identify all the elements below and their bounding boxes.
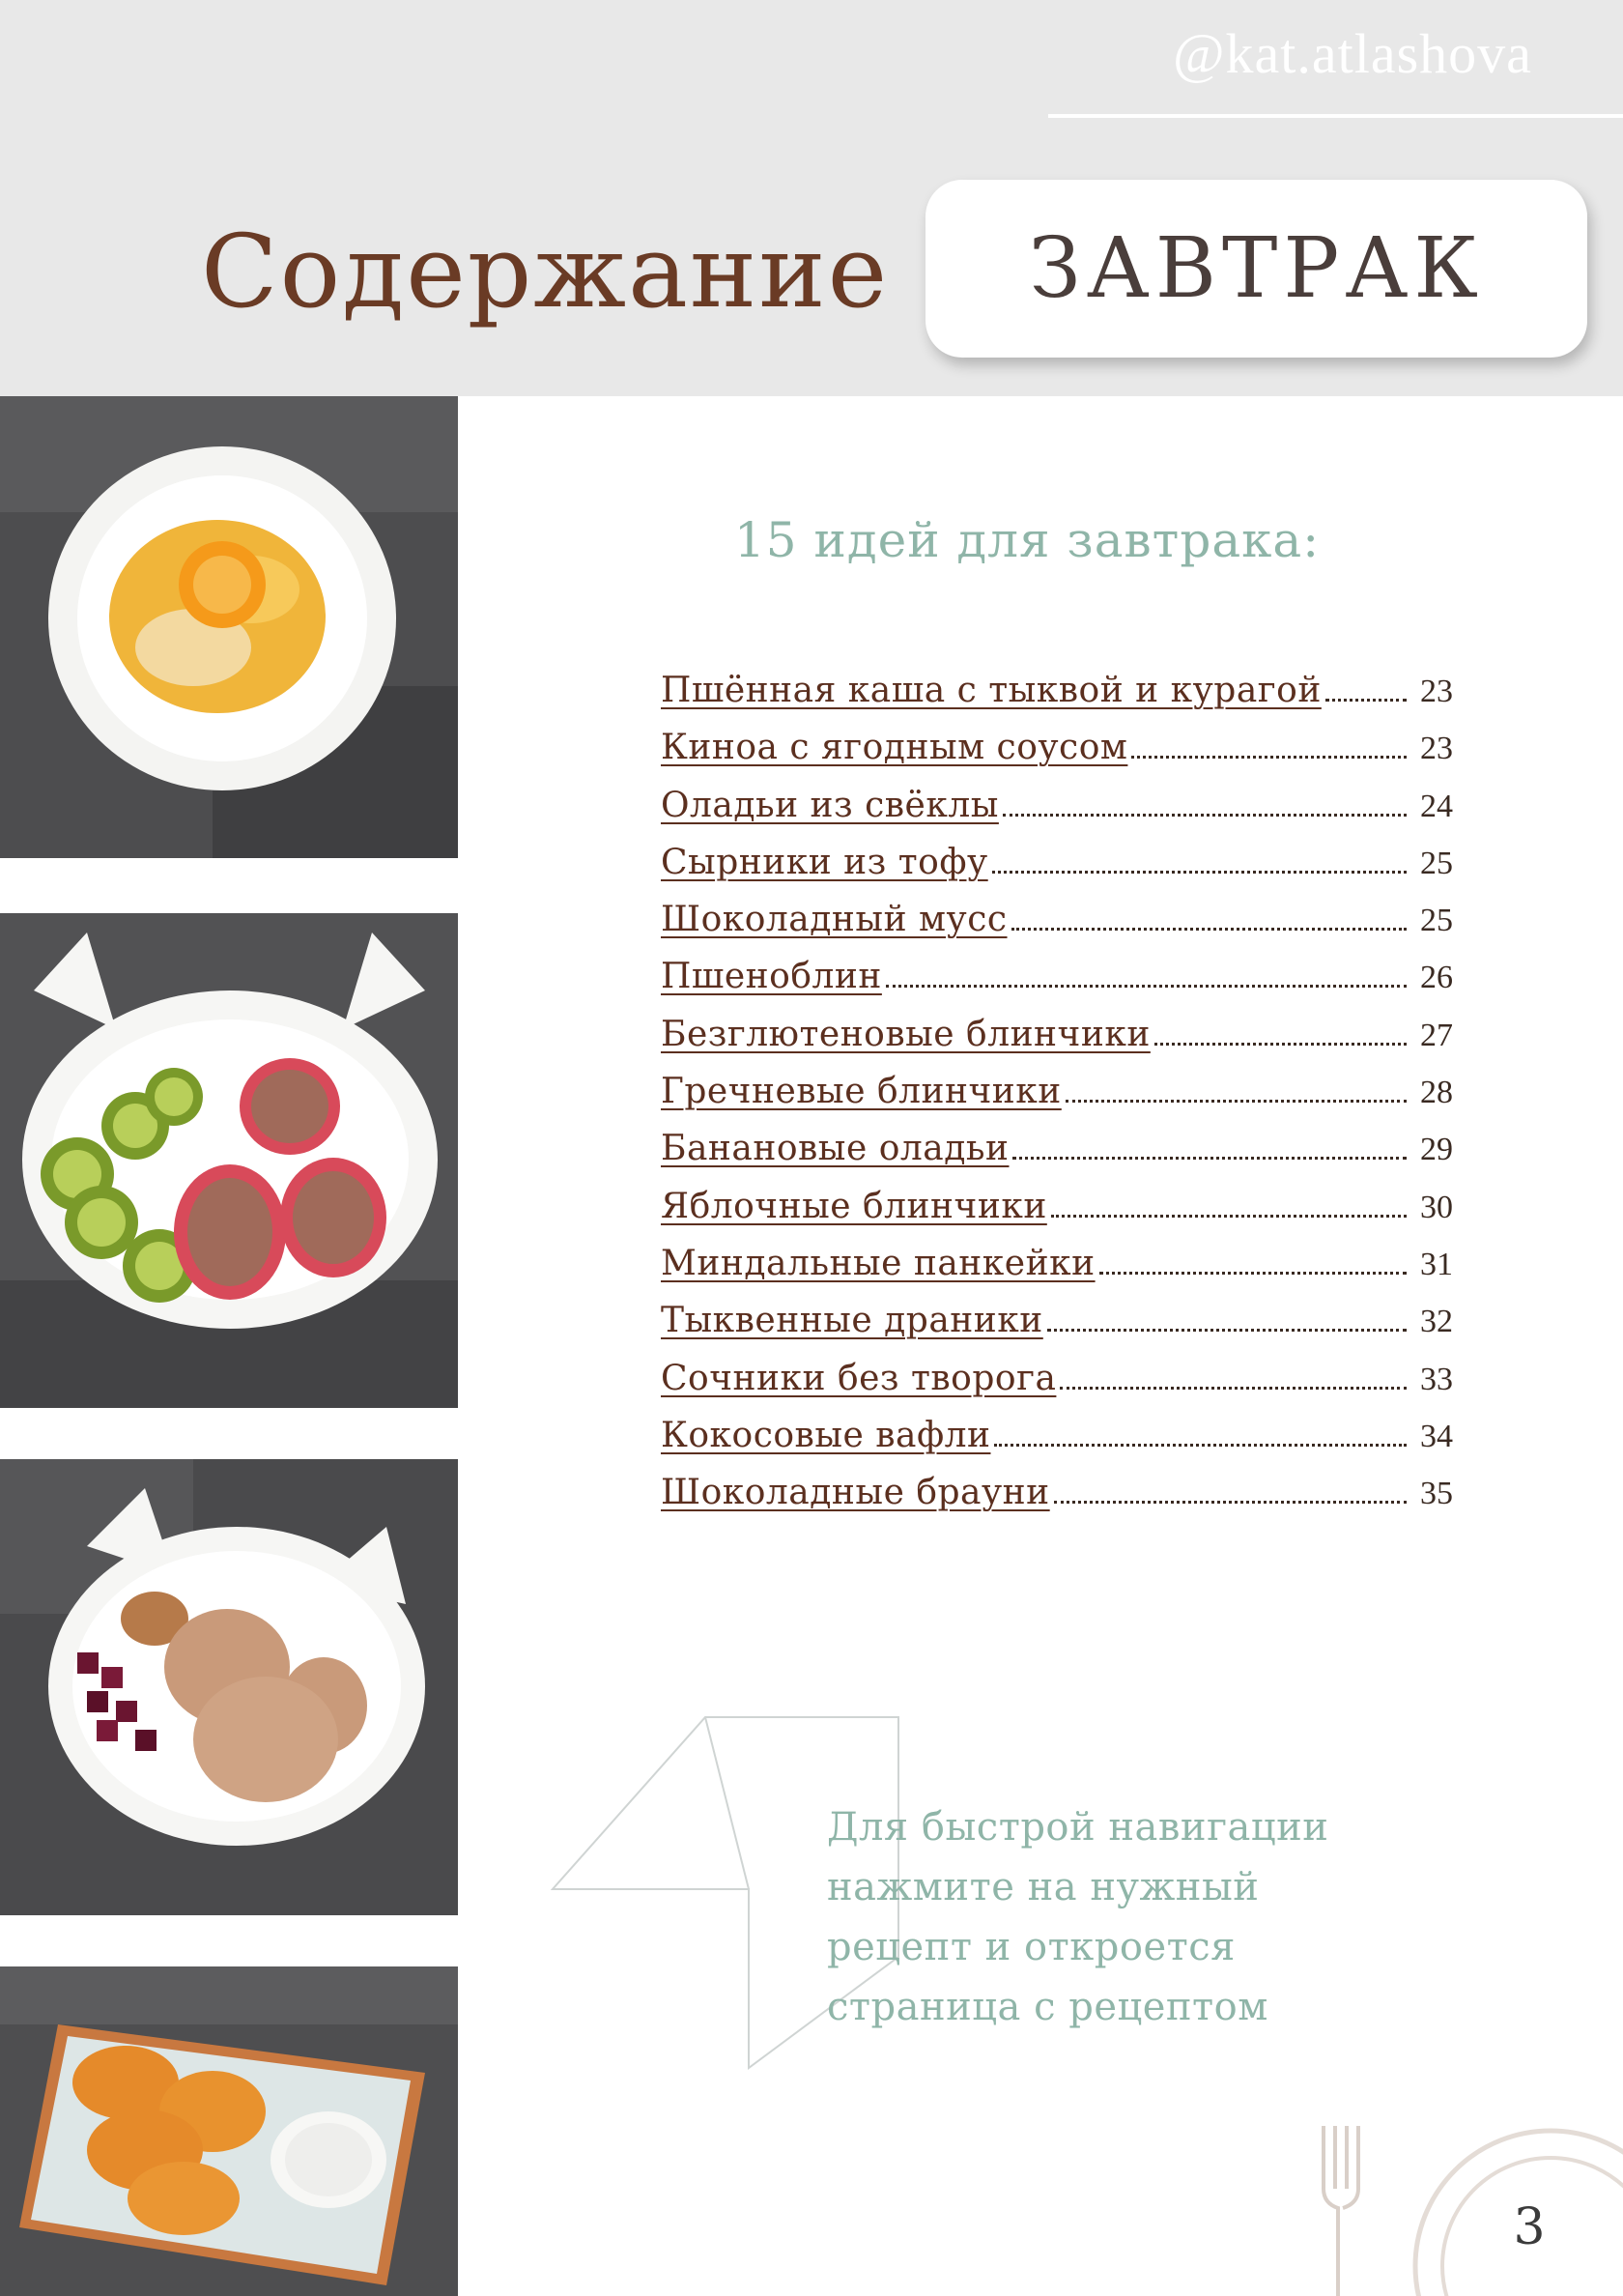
dot-leader	[1054, 1501, 1407, 1504]
toc-item-label[interactable]: Сочники без творога	[661, 1358, 1057, 1398]
toc-item[interactable]	[661, 1015, 1453, 1072]
toc-item[interactable]	[661, 1359, 1453, 1416]
toc-item-label[interactable]: Пшеноблин	[661, 957, 882, 997]
toc-item[interactable]	[661, 671, 1453, 728]
dot-leader	[1003, 814, 1407, 817]
toc-item-label[interactable]: Оладьи из свёклы	[661, 785, 999, 825]
toc-item-label[interactable]: Яблочные блинчики	[661, 1186, 1047, 1226]
toc-item-page: 30	[1420, 1189, 1453, 1225]
toc-item[interactable]	[661, 1416, 1453, 1473]
toc-item-page: 26	[1420, 960, 1453, 996]
handle-underline	[1048, 114, 1623, 118]
dot-leader	[886, 985, 1407, 988]
dot-leader	[1051, 1215, 1407, 1218]
beet-pancakes-kiwi-photo	[0, 913, 458, 1408]
toc-item-page: 27	[1420, 1017, 1453, 1053]
toc-item-page: 28	[1420, 1075, 1453, 1111]
toc-item-label[interactable]: Киноа с ягодным соусом	[661, 728, 1128, 768]
toc-item[interactable]	[661, 1301, 1453, 1358]
hint-line: страница с рецептом	[827, 1985, 1268, 2029]
dot-leader	[1325, 699, 1407, 702]
dot-leader	[1099, 1272, 1407, 1275]
toc-item-label[interactable]: Сырники из тофу	[661, 842, 988, 882]
toc-item[interactable]	[661, 1244, 1453, 1301]
toc-item-page: 31	[1420, 1246, 1453, 1282]
dot-leader	[1154, 1043, 1407, 1046]
dot-leader	[1011, 928, 1407, 931]
hint-line: нажмите на нужный	[827, 1865, 1260, 1909]
toc-item-label[interactable]: Пшённая каша с тыквой и курагой	[661, 671, 1322, 710]
toc-subtitle: 15 идей для завтрака:	[734, 512, 1321, 568]
toc-item-page: 23	[1420, 674, 1453, 709]
dot-leader	[992, 871, 1407, 874]
toc-item-label[interactable]: Гречневые блинчики	[661, 1072, 1062, 1112]
toc-item-label[interactable]: Шоколадные брауни	[661, 1473, 1050, 1513]
navigation-hint	[827, 1797, 1349, 2037]
millet-porridge-photo	[0, 396, 458, 858]
toc-item[interactable]	[661, 728, 1453, 785]
toc-item[interactable]	[661, 786, 1453, 843]
toc-item-page: 33	[1420, 1361, 1453, 1397]
section-badge	[925, 180, 1587, 358]
toc-item-page: 35	[1420, 1476, 1453, 1512]
toc-item-page: 29	[1420, 1132, 1453, 1168]
toc-item-label[interactable]: Миндальные панкейки	[661, 1243, 1096, 1283]
dot-leader	[1060, 1387, 1407, 1390]
dot-leader	[1012, 1157, 1407, 1160]
toc-item[interactable]	[661, 843, 1453, 900]
toc-item-page: 25	[1420, 845, 1453, 881]
table-of-contents	[661, 671, 1453, 1530]
toc-item-label[interactable]: Кокосовые вафли	[661, 1415, 991, 1455]
toc-item-page: 25	[1420, 903, 1453, 939]
toc-item-page: 24	[1420, 788, 1453, 824]
toc-item[interactable]	[661, 1187, 1453, 1244]
toc-item-label[interactable]: Безглютеновые блинчики	[661, 1014, 1151, 1054]
toc-item[interactable]	[661, 957, 1453, 1014]
toc-item[interactable]	[661, 1129, 1453, 1186]
hint-line: рецепт и откроется	[827, 1925, 1236, 1969]
toc-item-page: 23	[1420, 731, 1453, 767]
page-number: 3	[1513, 2198, 1546, 2256]
pumpkin-hash-browns-photo	[0, 1966, 458, 2296]
dot-leader	[1047, 1329, 1407, 1332]
toc-item-label[interactable]: Тыквенные драники	[661, 1301, 1043, 1341]
toc-item[interactable]	[661, 1473, 1453, 1530]
toc-item-label[interactable]: Банановые оладьи	[661, 1129, 1010, 1169]
section-label: ЗАВТРАК	[1029, 220, 1484, 317]
toc-item[interactable]	[661, 900, 1453, 957]
toc-item-page: 32	[1420, 1304, 1453, 1340]
author-handle: @kat.atlashova	[1173, 22, 1532, 85]
page-title: Содержание	[201, 213, 890, 330]
fork-plate-icon	[1314, 2097, 1623, 2296]
dot-leader	[1131, 756, 1407, 759]
hint-line: Для быстрой навигации	[827, 1805, 1329, 1850]
dot-leader	[1066, 1100, 1407, 1103]
dot-leader	[994, 1444, 1407, 1447]
toc-item[interactable]	[661, 1072, 1453, 1129]
toc-item-page: 34	[1420, 1418, 1453, 1454]
toc-item-label[interactable]: Шоколадный мусс	[661, 900, 1008, 940]
buckwheat-pancakes-beet-photo	[0, 1459, 458, 1915]
